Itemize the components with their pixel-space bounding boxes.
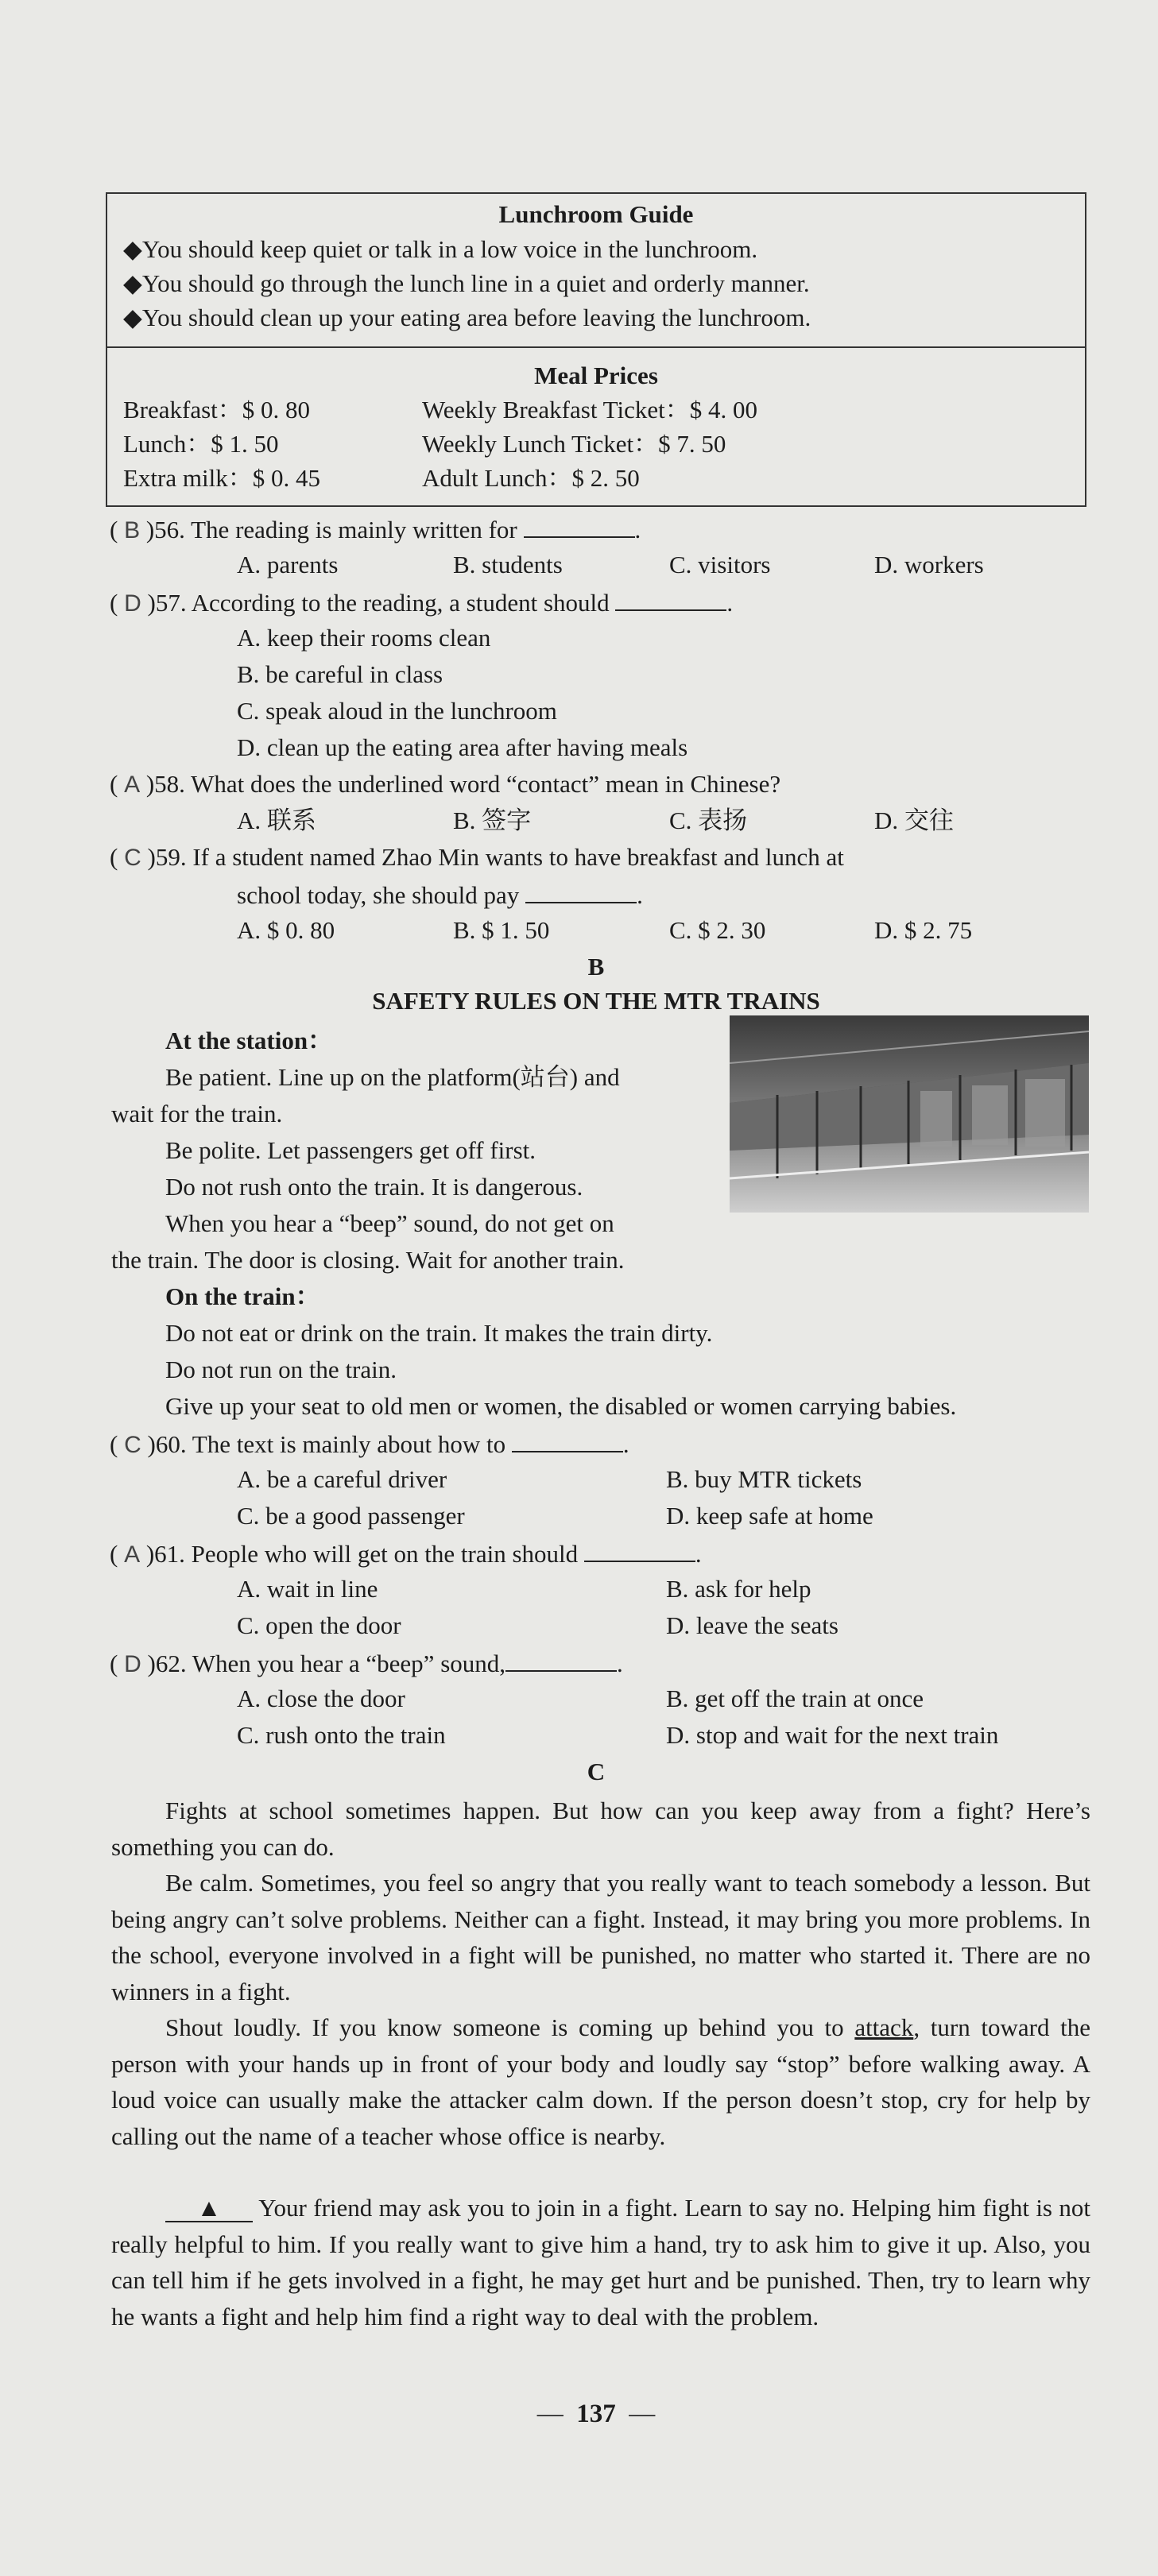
- option: D. $ 2. 75: [874, 916, 973, 944]
- guide-rule: ◆You should keep quiet or talk in a low voice in the lunchroom.: [123, 235, 758, 263]
- lunchroom-info-box: [106, 192, 1086, 507]
- option: D. 交往: [874, 806, 954, 834]
- passage-paragraph: Fights at school sometimes happen. But how can you keep away from a fight? Here’s something you can do.: [111, 1797, 1090, 1861]
- answer: D: [124, 1651, 141, 1677]
- guide-rule: ◆You should go through the lunch line in a quiet and orderly manner.: [123, 269, 810, 297]
- guide-rule: ◆You should clean up your eating area before leaving the lunchroom.: [123, 304, 811, 331]
- option: A. 联系: [237, 806, 316, 834]
- price-item: Adult Lunch：$ 2. 50: [422, 464, 640, 492]
- answer: A: [124, 1541, 141, 1568]
- price-item: Breakfast：$ 0. 80: [123, 396, 311, 424]
- option: D. keep safe at home: [666, 1502, 873, 1530]
- option: C. $ 2. 30: [669, 916, 766, 944]
- rule-line: Do not eat or drink on the train. It makes the train dirty.: [165, 1319, 713, 1347]
- rule-line: Do not rush onto the train. It is dangerous.: [165, 1173, 583, 1201]
- option: C. 表扬: [669, 806, 748, 834]
- station-heading: At the station：: [165, 1027, 333, 1054]
- answer-blank: [615, 586, 726, 611]
- rule-line: the train. The door is closing. Wait for another train.: [111, 1246, 625, 1274]
- option: C. be a good passenger: [237, 1502, 465, 1530]
- passage-paragraph: ▲ Your friend may ask you to join in a fight. Learn to say no. Helping him fight is not really helpful to him. If you really want to give him a hand, try to ask him to give it up. Also, you can tell him if he gets involved in a fight, he may get hurt and be punished. Then, try to learn why he wants a fight and help him find a right way to deal with the problem.: [111, 2194, 1090, 2330]
- guide-title: Lunchroom Guide: [498, 200, 694, 228]
- option: A. keep their rooms clean: [237, 624, 491, 652]
- option: B. $ 1. 50: [453, 916, 550, 944]
- section-b-title: SAFETY RULES ON THE MTR TRAINS: [372, 987, 820, 1015]
- option: C. rush onto the train: [237, 1721, 446, 1749]
- option: B. students: [453, 551, 563, 578]
- rule-line: Give up your seat to old men or women, the disabled or women carrying babies.: [165, 1392, 957, 1420]
- option: B. ask for help: [666, 1575, 811, 1603]
- passage-paragraph: Shout loudly. If you know someone is coming up behind you to attack, turn toward the person with your hands up in front of your body and loudly say “stop” before walking away. A loud voice can usually make the attacker calm down. If the person doesn’t stop, cry for help by calling out the name of a teacher whose office is nearby.: [111, 2013, 1090, 2150]
- option: C. visitors: [669, 551, 771, 578]
- option: B. get off the train at once: [666, 1684, 924, 1712]
- question-57: ( D )57. According to the reading, a student should .: [110, 586, 733, 620]
- option: D. workers: [874, 551, 984, 578]
- option: C. open the door: [237, 1611, 401, 1639]
- option: C. speak aloud in the lunchroom: [237, 697, 557, 725]
- price-item: Weekly Lunch Ticket：$ 7. 50: [422, 430, 726, 458]
- page-number: 137: [576, 2400, 616, 2428]
- rule-line: Be patient. Line up on the platform(站台) and: [165, 1063, 620, 1091]
- option: B. 签字: [453, 806, 532, 834]
- answer: C: [124, 1432, 141, 1458]
- question-56: ( B )56. The reading is mainly written for .: [110, 512, 641, 547]
- option: A. close the door: [237, 1684, 405, 1712]
- question-60: ( C )60. The text is mainly about how to .: [110, 1427, 629, 1461]
- section-c-letter: C: [587, 1758, 606, 1785]
- answer: A: [124, 772, 141, 798]
- question-58: ( A )58. What does the underlined word “contact” mean in Chinese?: [110, 770, 781, 798]
- question-59-line2: school today, she should pay .: [237, 878, 643, 911]
- question-62: ( D )62. When you hear a “beep” sound, .: [110, 1646, 623, 1681]
- answer-blank: [524, 512, 635, 538]
- price-item: Weekly Breakfast Ticket：$ 4. 00: [422, 396, 757, 424]
- page-footer: — 137 —: [536, 2400, 656, 2428]
- option: D. clean up the eating area after having meals: [237, 733, 688, 761]
- option: B. buy MTR tickets: [666, 1465, 862, 1493]
- rule-line: Be polite. Let passengers get off first.: [165, 1136, 536, 1164]
- missing-sentence-blank: ▲: [165, 2195, 253, 2222]
- price-item: Lunch：$ 1. 50: [123, 430, 279, 458]
- train-heading: On the train：: [165, 1282, 320, 1310]
- rule-line: Do not run on the train.: [165, 1356, 397, 1383]
- section-b-letter: B: [587, 953, 605, 981]
- answer-blank: [512, 1427, 623, 1452]
- answer-blank: [584, 1537, 695, 1562]
- rule-line: When you hear a “beep” sound, do not get on: [165, 1209, 614, 1237]
- box-divider: [107, 346, 1085, 348]
- passage-paragraph: Be calm. Sometimes, you feel so angry that you really want to teach somebody a lesson. But being angry can’t solve problems. Neither can a fight. Instead, it may bring you more problems. In the school, everyone involved in a fight will be punished, no matter who started it. There are no winners in a fight.: [111, 1869, 1090, 2005]
- option: A. be a careful driver: [237, 1465, 447, 1493]
- price-item: Extra milk：$ 0. 45: [123, 464, 320, 492]
- option: B. be careful in class: [237, 660, 443, 688]
- option: D. stop and wait for the next train: [666, 1721, 999, 1749]
- answer: D: [124, 590, 141, 617]
- answer-blank: [505, 1646, 617, 1672]
- underlined-word: attack: [854, 2013, 914, 2041]
- rule-line: wait for the train.: [111, 1100, 283, 1127]
- option: A. $ 0. 80: [237, 916, 335, 944]
- prices-title: Meal Prices: [534, 362, 658, 389]
- option: D. leave the seats: [666, 1611, 838, 1639]
- option: A. parents: [237, 551, 339, 578]
- question-61: ( A )61. People who will get on the train should .: [110, 1537, 702, 1571]
- answer: B: [124, 517, 141, 543]
- option: A. wait in line: [237, 1575, 378, 1603]
- answer: C: [124, 845, 141, 871]
- answer-blank: [525, 878, 637, 903]
- mtr-platform-photo: [730, 1015, 1089, 1213]
- question-59: ( C )59. If a student named Zhao Min wants to have breakfast and lunch at: [110, 843, 844, 871]
